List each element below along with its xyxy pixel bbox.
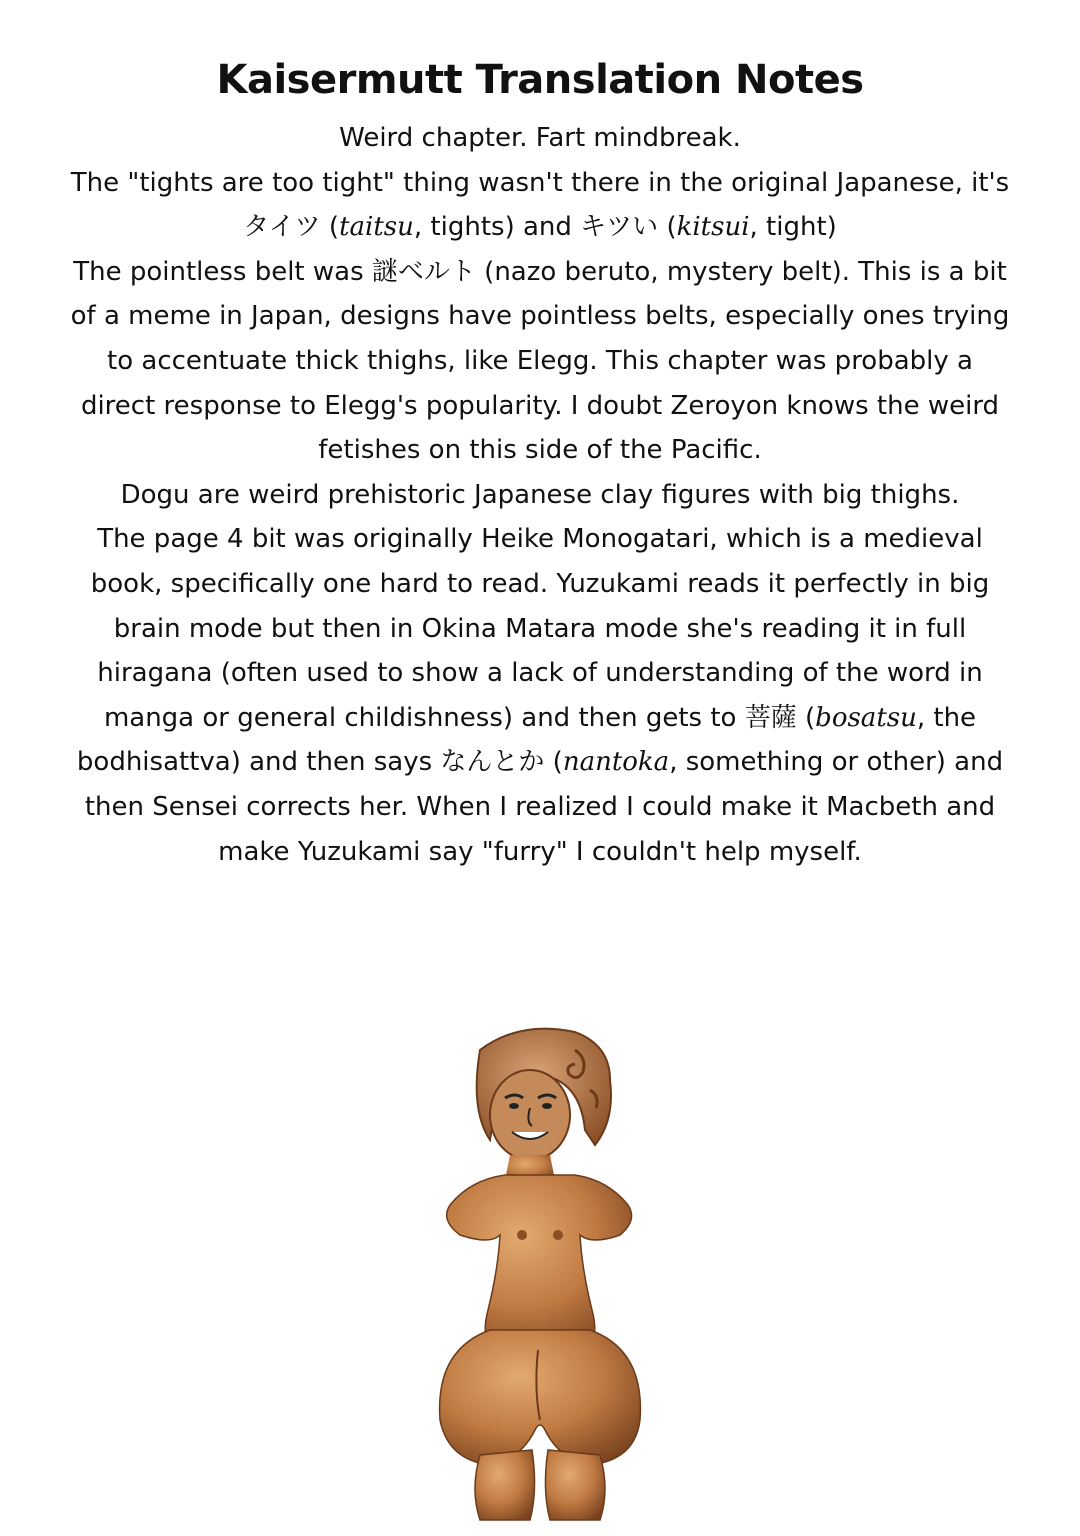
japanese-term: 菩薩 <box>744 702 797 733</box>
dogu-torso <box>447 1175 632 1350</box>
romaji-term: nantoka <box>562 747 670 778</box>
note-text: ( <box>544 747 563 778</box>
note-paragraph-3 <box>70 250 1010 473</box>
notes-body <box>70 116 1010 874</box>
note-paragraph-4 <box>70 473 1010 518</box>
dogu-figurine-icon <box>410 1020 670 1525</box>
note-text: The "tights are too tight" thing wasn't there in the original Japanese, it's <box>70 167 1010 198</box>
note-text: , the bodhisattva) and then says <box>76 702 977 778</box>
page-title: Kaisermutt Translation Notes <box>216 57 864 103</box>
note-text: (nazo beruto, mystery belt). This is a bit of a meme in Japan, designs have pointless belts, especially ones trying to accentuate thick thighs, like Elegg. This chapter was probably a direct response to Elegg's popularity. I doubt Zeroyon knows the weird fetishes on this side of the Pacific. <box>70 256 1010 466</box>
note-text: ( <box>320 212 340 243</box>
japanese-term: キツい <box>580 212 659 243</box>
note-text: ( <box>658 212 677 243</box>
dogu-face <box>490 1070 570 1160</box>
note-text: Weird chapter. Fart mindbreak. <box>339 123 741 153</box>
note-text: Dogu are weird prehistoric Japanese clay figures with big thighs. <box>120 479 960 510</box>
romaji-term: kitsui <box>676 212 750 243</box>
japanese-term: 謎ベルト <box>371 256 476 287</box>
note-paragraph-5 <box>70 517 1010 874</box>
note-text: , tight) <box>749 212 837 243</box>
note-paragraph-2 <box>70 161 1010 250</box>
romaji-term: bosatsu <box>815 702 917 733</box>
japanese-term: タイツ <box>243 212 321 243</box>
romaji-term: taitsu <box>339 212 414 243</box>
dogu-figurine-image <box>410 1020 670 1525</box>
note-text: The pointless belt was <box>73 256 372 287</box>
japanese-term: なんとか <box>440 747 545 778</box>
note-text: , tights) and <box>413 212 581 243</box>
note-text: The page 4 bit was originally Heike Monogatari, which is a medieval book, specifically one hard to read. Yuzukami reads it perfectly in big brain mode but then in Okina Matara mode she's reading it in full hiragana (often used to show a lack of understanding of the word in manga or general childishness) and then gets to <box>90 524 990 733</box>
note-text: , something or other) and then Sensei corrects her. When I realized I could make it Macbeth and make Yuzukami say "furry" I couldn't help myself. <box>84 747 1004 867</box>
dogu-thighs <box>440 1330 641 1465</box>
dogu-legs <box>475 1450 535 1520</box>
note-paragraph-1 <box>70 116 1010 161</box>
note-text: ( <box>796 702 816 733</box>
